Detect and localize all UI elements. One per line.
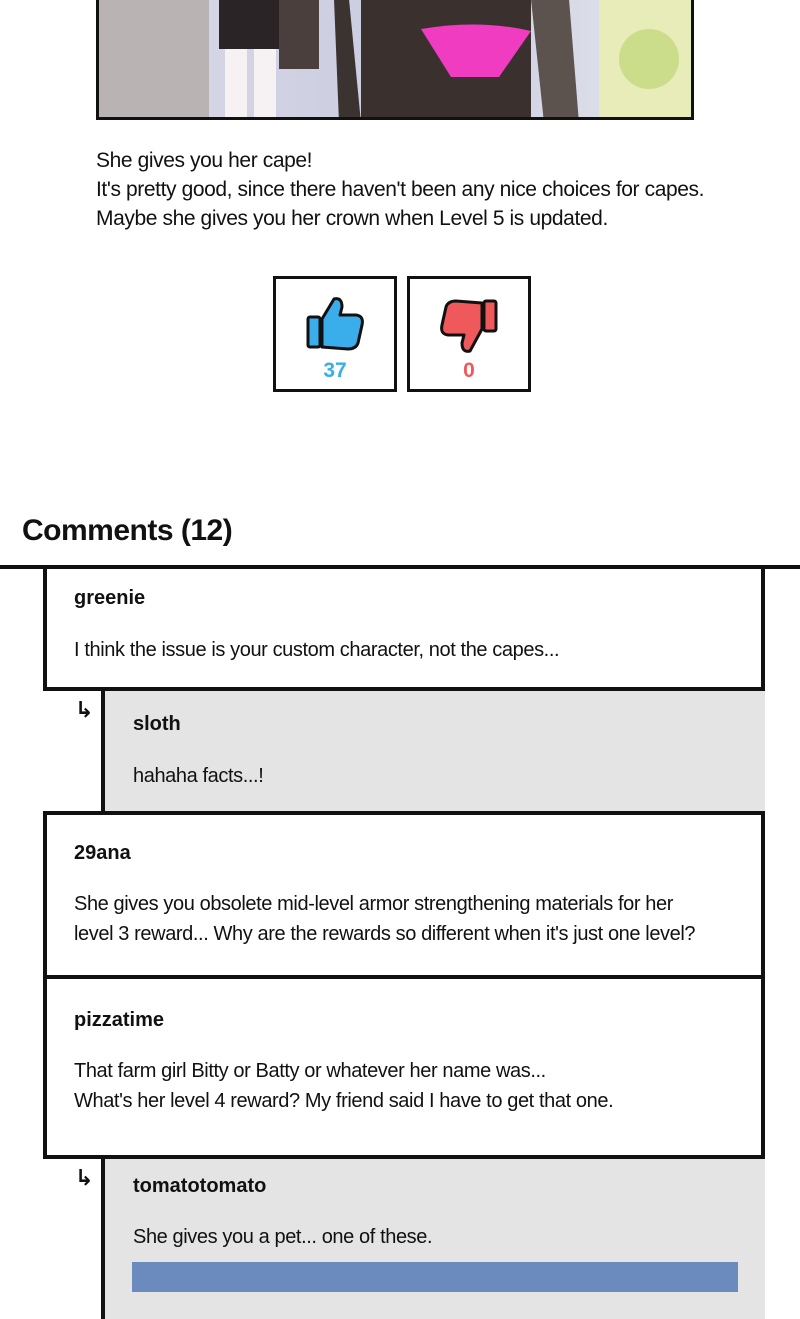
comment-author[interactable]: tomatotomato: [133, 1175, 267, 1197]
story-line: She gives you her cape!: [96, 149, 313, 172]
like-button[interactable]: [273, 276, 397, 392]
comment-text: [133, 1222, 432, 1252]
reply-arrow-icon: ↳: [75, 1165, 94, 1190]
reply-body: [101, 691, 765, 811]
reply-arrow-icon: ↳: [75, 697, 94, 722]
comment: [43, 569, 765, 691]
comment-author[interactable]: 29ana: [74, 842, 131, 864]
comment-line: hahaha facts...!: [133, 765, 264, 787]
reply-body: [101, 1159, 765, 1319]
story-line: It's pretty good, since there haven't been any nice choices for capes.: [96, 178, 705, 201]
comment-text: [74, 889, 695, 949]
comment-line: She gives you obsolete mid-level armor strengthening materials for her: [74, 893, 673, 915]
comment-line: I think the issue is your custom character, not the capes...: [74, 639, 560, 661]
comment-author[interactable]: pizzatime: [74, 1009, 165, 1031]
reply-comment: [43, 1159, 765, 1319]
comments-title: Comments (12): [22, 514, 233, 547]
comment-line: What's her level 4 reward? My friend said I have to get that one.: [74, 1090, 614, 1112]
comment: [43, 815, 765, 979]
comic-panel: [96, 0, 694, 120]
dislike-button[interactable]: [407, 276, 531, 392]
comment: [43, 979, 765, 1159]
comment-text: [133, 761, 263, 791]
comment-author[interactable]: sloth: [133, 713, 181, 735]
reply-comment: [43, 691, 765, 815]
comic-illustration: [99, 0, 694, 120]
thumbs-up-icon: [304, 295, 366, 355]
comment-author[interactable]: greenie: [74, 587, 146, 609]
dislike-count: 0: [463, 359, 475, 382]
comment-text: [74, 635, 559, 665]
pet-image: [132, 1262, 738, 1292]
comment-line: That farm girl Bitty or Batty or whatever her name was...: [74, 1060, 546, 1082]
comment-line: She gives you a pet... one of these.: [133, 1226, 433, 1248]
story-line: Maybe she gives you her crown when Level 5 is updated.: [96, 207, 608, 230]
thumbs-down-icon: [438, 295, 500, 355]
comment-text: [74, 1056, 613, 1116]
like-count: 37: [323, 359, 347, 382]
comment-line: level 3 reward... Why are the rewards so different when it's just one level?: [74, 923, 696, 945]
story-text: [96, 146, 776, 233]
